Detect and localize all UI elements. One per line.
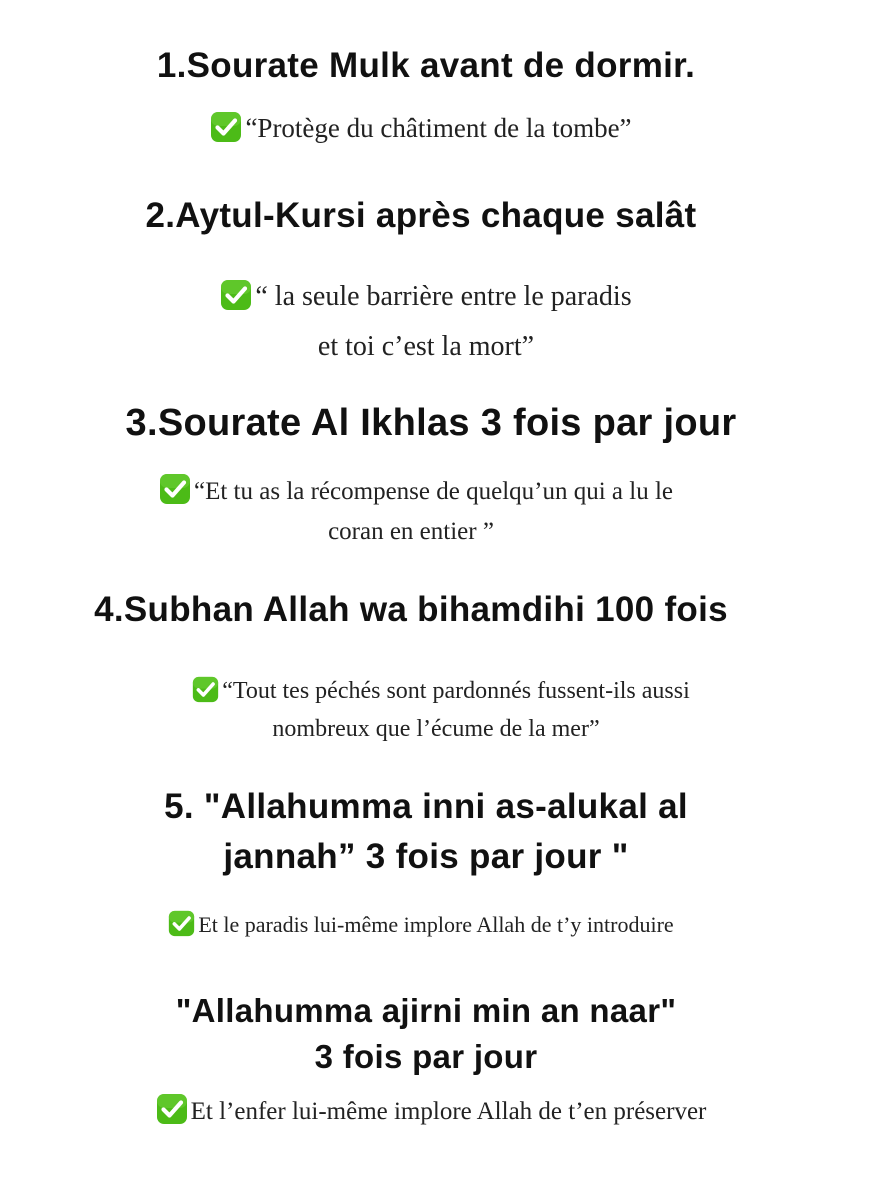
quote-4 (0, 672, 872, 748)
quote-6 (0, 1093, 872, 1131)
check-mark-button-icon (159, 473, 191, 505)
quote-3-line-1: “Et tu as la récompense de quelqu’un qui a lu le (193, 478, 673, 505)
check-mark-button-icon (220, 279, 252, 311)
quote-4-line-1: “Tout tes péchés sont pardonnés fussent-ils aussi (222, 678, 690, 704)
quote-6-line-1: Et l’enfer lui-même implore Allah de t’en préserver (190, 1098, 707, 1125)
heading-3-line-1: 3.Sourate Al Ikhlas 3 fois par jour (125, 402, 737, 444)
quote-3 (0, 472, 872, 552)
heading-1 (0, 44, 872, 88)
heading-2 (0, 194, 872, 238)
check-mark-button-icon (168, 910, 195, 937)
quote-5-line-1: Et le paradis lui-même implore Allah de t’y introduire (198, 912, 674, 937)
quote-4-line-2: nombreux que l’écume de la mer” (272, 716, 600, 742)
quote-2-line-1: “ la seule barrière entre le paradis (255, 281, 632, 312)
heading-4-line-1: 4.Subhan Allah wa bihamdihi 100 fois (94, 590, 728, 629)
heading-3 (0, 400, 872, 446)
quote-2 (0, 272, 872, 372)
quote-5 (0, 908, 872, 942)
heading-1-line-1: 1.Sourate Mulk avant de dormir. (156, 46, 696, 85)
check-mark-button-icon (156, 1093, 188, 1125)
quote-1-line-1: “Protège du châtiment de la tombe” (245, 113, 632, 143)
heading-6 (0, 988, 872, 1080)
quote-2-line-2: et toi c’est la mort” (317, 331, 535, 362)
heading-2-line-1: 2.Aytul-Kursi après chaque salât (145, 196, 697, 235)
heading-5 (0, 782, 872, 882)
heading-5-line-2: jannah” 3 fois par jour " (223, 837, 629, 876)
check-mark-button-icon (192, 676, 219, 703)
quote-3-line-2: coran en entier ” (328, 518, 494, 545)
heading-6-line-2: 3 fois par jour (314, 1038, 538, 1075)
heading-4 (0, 588, 872, 632)
heading-5-line-1: 5. "Allahumma inni as-alukal al (164, 787, 688, 826)
quote-1 (0, 110, 872, 146)
check-mark-button-icon (210, 111, 242, 143)
heading-6-line-1: "Allahumma ajirni min an naar" (175, 992, 677, 1029)
